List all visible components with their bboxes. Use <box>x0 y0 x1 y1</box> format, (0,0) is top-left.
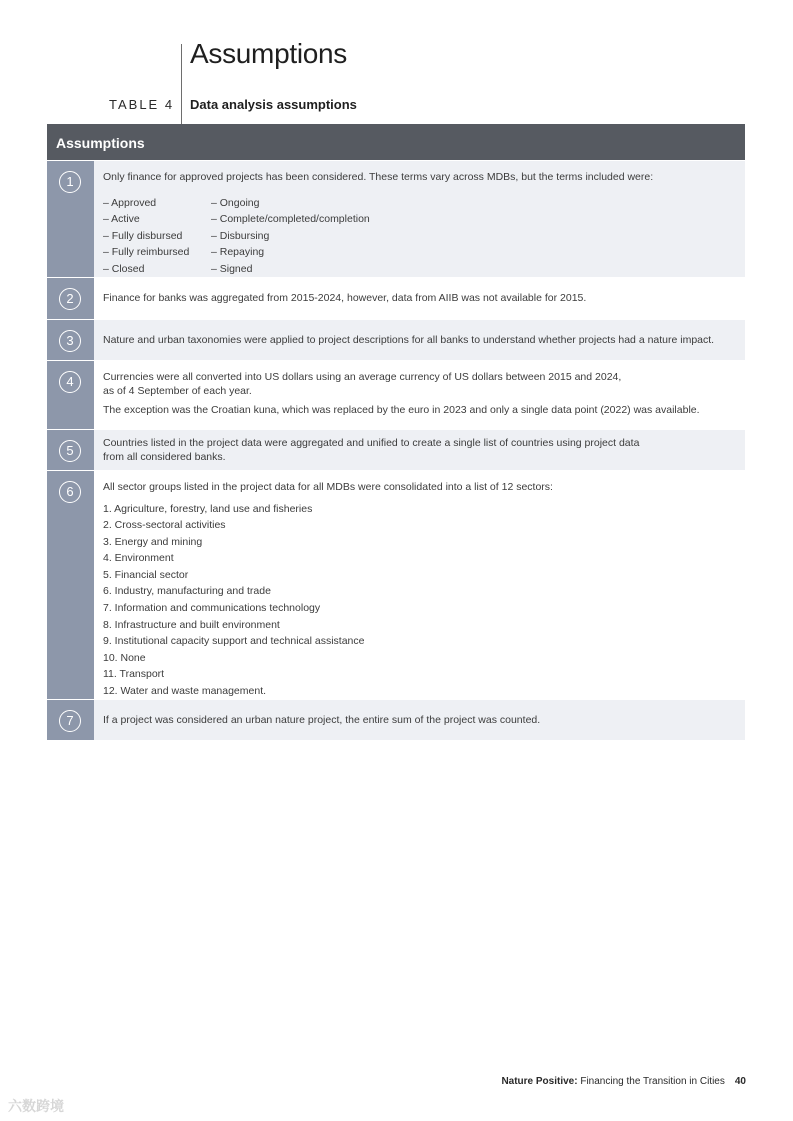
table-row <box>47 429 745 470</box>
table-row <box>47 470 745 699</box>
table-label: TABLE 4 <box>109 97 175 112</box>
row-text: The exception was the Croatian kuna, which was replaced by the euro in 2023 and only a single data point (2022) was available. <box>103 404 700 416</box>
list-item: – Disbursing <box>211 229 270 242</box>
row-text: as of 4 September of each year. <box>103 384 252 397</box>
list-item: 9. Institutional capacity support and technical assistance <box>103 635 365 648</box>
row-text: Finance for banks was aggregated from 2015-2024, however, data from AIIB was not available for 2015. <box>103 292 587 304</box>
table-caption: Data analysis assumptions <box>190 97 357 112</box>
row-text: Countries listed in the project data were aggregated and unified to create a single list of countries using project data <box>103 437 640 449</box>
list-item: – Repaying <box>211 246 265 259</box>
list-item: 6. Industry, manufacturing and trade <box>103 585 271 598</box>
list-item: – Fully reimbursed <box>103 246 190 259</box>
row-number-badge: 5 <box>59 440 81 462</box>
list-item: 8. Infrastructure and built environment <box>103 618 280 631</box>
footer-brand: Nature Positive: <box>501 1076 578 1087</box>
list-item: – Signed <box>211 262 253 275</box>
row-number-badge: 7 <box>59 710 81 732</box>
row-number-badge: 1 <box>59 171 81 193</box>
table-row <box>47 160 745 277</box>
sector-list <box>103 501 735 700</box>
page-footer <box>501 1076 746 1087</box>
row-number-badge: 3 <box>59 330 81 352</box>
row-text: Nature and urban taxonomies were applied to project descriptions for all banks to understand whether projects had a nature impact. <box>103 334 715 346</box>
row-text: If a project was considered an urban nature project, the entire sum of the project was counted. <box>103 714 541 726</box>
list-item: 5. Financial sector <box>103 568 189 581</box>
table-row <box>47 699 745 740</box>
list-item: 3. Energy and mining <box>103 535 203 548</box>
row-number-badge: 2 <box>59 288 81 310</box>
row-number-badge: 6 <box>59 481 81 503</box>
list-item: – Closed <box>103 262 145 275</box>
row-number-badge: 4 <box>59 371 81 393</box>
list-item: – Fully disbursed <box>103 229 183 242</box>
table-row <box>47 360 745 429</box>
row-text: Only finance for approved projects has been considered. These terms vary across MDBs, but the terms included were: <box>103 171 654 183</box>
list-item: 2. Cross-sectoral activities <box>103 519 226 532</box>
row-text: from all considered banks. <box>103 450 226 463</box>
list-item: – Ongoing <box>211 196 260 209</box>
assumptions-table <box>47 124 745 740</box>
list-item: 7. Information and communications technology <box>103 602 321 615</box>
list-item: 10. None <box>103 651 146 664</box>
list-item: – Complete/completed/completion <box>211 213 370 226</box>
table-header: Assumptions <box>47 124 745 160</box>
list-item: 4. Environment <box>103 552 174 565</box>
terms-list <box>103 195 735 278</box>
list-item: 12. Water and waste management. <box>103 685 267 698</box>
list-item: 1. Agriculture, forestry, land use and fisheries <box>103 502 313 515</box>
page-number: 40 <box>734 1076 746 1087</box>
list-item: 11. Transport <box>103 668 165 681</box>
footer-subtitle: Financing the Transition in Cities <box>577 1076 725 1087</box>
page-title: Assumptions <box>190 38 347 69</box>
header-divider <box>181 44 182 124</box>
table-row <box>47 277 745 319</box>
watermark: 六数跨境 <box>8 1098 64 1114</box>
list-item: – Approved <box>103 196 157 209</box>
table-row <box>47 319 745 360</box>
list-item: – Active <box>103 213 140 226</box>
row-text: Currencies were all converted into US dollars using an average currency of US dollars between 2015 and 2024, <box>103 371 622 383</box>
row-text: All sector groups listed in the project data for all MDBs were consolidated into a list of 12 sectors: <box>103 481 553 493</box>
